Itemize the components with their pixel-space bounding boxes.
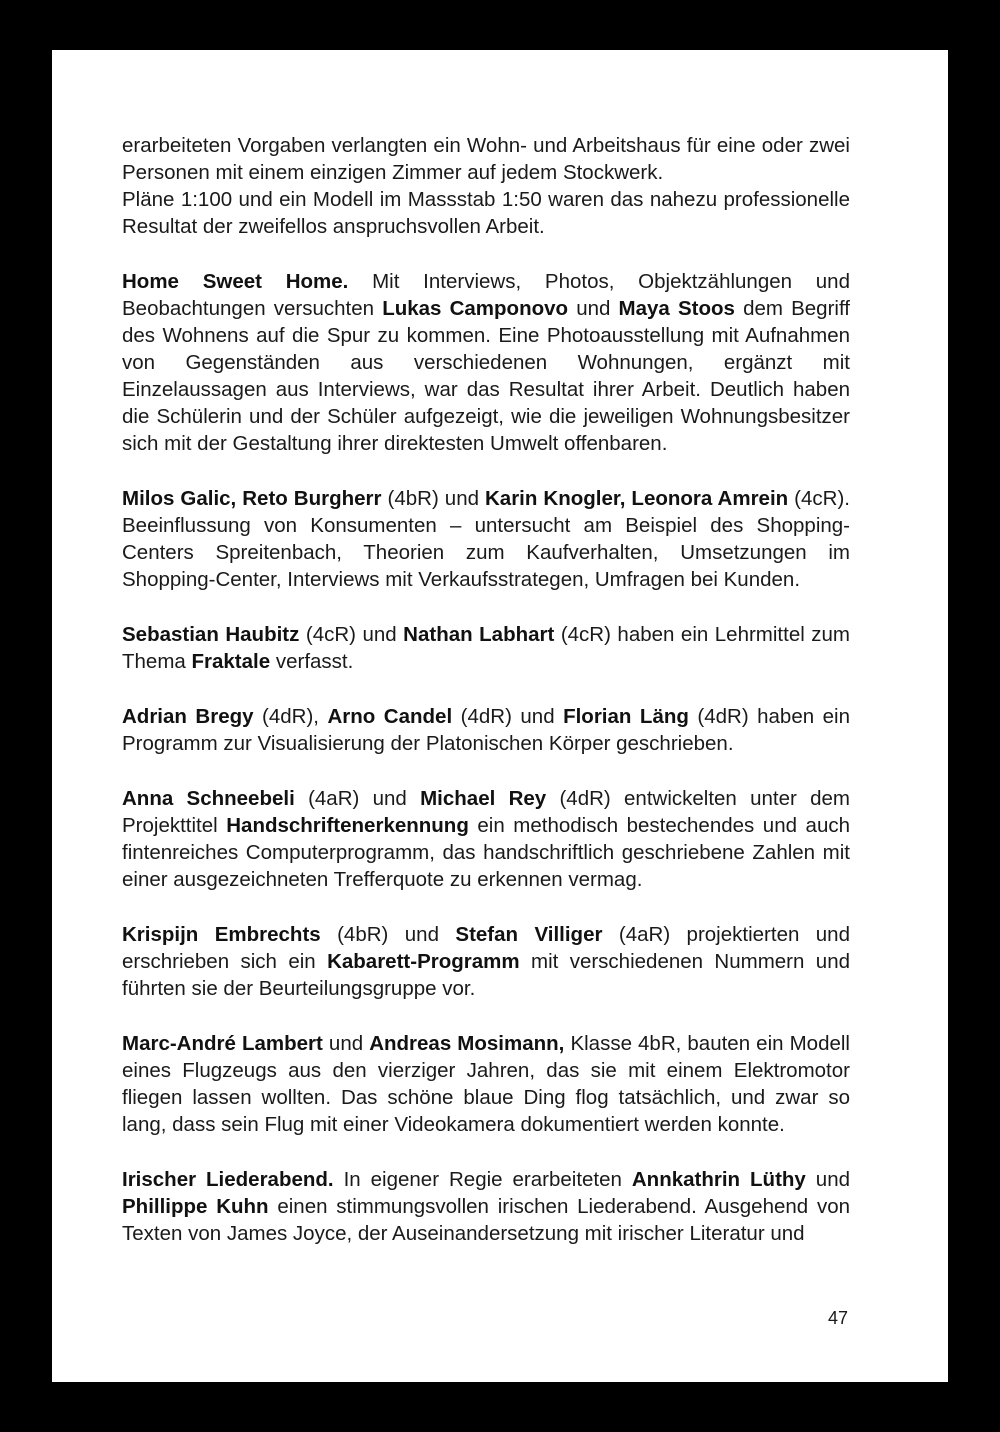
paragraph	[122, 921, 850, 1002]
bold-text: Maya Stoos	[618, 297, 735, 320]
bold-text: Marc-André Lambert	[122, 1032, 323, 1055]
text-run: (4aR) projektierten und erschrieben sich ein	[122, 923, 850, 973]
text-run: (4cR) und	[299, 623, 404, 646]
bold-text: Sebastian Haubitz	[122, 623, 300, 646]
bold-text: Michael Rey	[420, 787, 547, 810]
text-run: (4dR) haben ein Programm zur Visualisierung der Platonischen Körper geschrieben.	[122, 705, 850, 755]
text-run: dem Begriff des Wohnens auf die Spur zu kommen. Eine Photoausstellung mit Aufnahmen von Gegenständen aus verschiedenen Wohnungen, ergänzt mit Einzelaussagen aus Interviews, war das Resultat ihrer Arbeit. Deutlich haben die Schülerin und der Schüler aufgezeigt, wie die jeweiligen Wohnungsbesitzer sich mit der Gestaltung ihrer direktesten Umwelt offenbaren.	[122, 297, 850, 455]
bold-text: Andreas Mosimann,	[369, 1032, 565, 1055]
bold-text: Handschriftenerkennung	[226, 814, 469, 837]
bold-text: Krispijn Embrechts	[122, 923, 321, 946]
paragraph	[122, 785, 850, 893]
bold-text: Kabarett-Programm	[327, 950, 520, 973]
text-run: (4bR) und	[320, 923, 456, 946]
text-run: (4dR) entwickelten unter dem Projekttitel	[122, 787, 850, 837]
body-text	[122, 132, 850, 1275]
paragraph	[122, 1030, 850, 1138]
document-page	[52, 50, 948, 1382]
paragraph	[122, 621, 850, 675]
paragraph	[122, 1166, 850, 1247]
text-run: einen stimmungsvollen irischen Liederabend. Ausgehend von Texten von James Joyce, der Auseinandersetzung mit irischer Literatur und	[122, 1195, 850, 1245]
bold-text: Irischer Liederabend.	[122, 1168, 334, 1191]
text-run: (4bR) und	[381, 487, 485, 510]
bold-text: Karin Knogler, Leonora Amrein	[485, 487, 789, 510]
text-run: In eigener Regie erarbeiteten	[333, 1168, 632, 1191]
bold-text: Lukas Camponovo	[382, 297, 569, 320]
paragraph	[122, 485, 850, 593]
text-run: verfasst.	[270, 650, 354, 673]
paragraph	[122, 268, 850, 457]
text-run: ein methodisch bestechendes und auch fintenreiches Computerprogramm, das handschriftlich geschriebene Zahlen mit einer ausgezeichneten Trefferquote zu erkennen vermag.	[122, 814, 850, 891]
text-run: (4aR) und	[294, 787, 421, 810]
text-run: und	[322, 1032, 370, 1055]
text-run: Pläne 1:100 und ein Modell im Massstab 1:50 waren das nahezu professionelle Resultat der zweifellos anspruchsvollen Arbeit.	[122, 188, 850, 238]
text-run: Mit Interviews, Photos, Objektzählungen und Beobachtungen versuchten	[122, 270, 850, 320]
page-number: 47	[827, 1308, 848, 1328]
text-run: (4dR) und	[452, 705, 564, 728]
paragraph	[122, 132, 850, 240]
text-run: und	[805, 1168, 850, 1191]
text-run: mit verschiedenen Nummern und führten sie der Beurteilungsgruppe vor.	[122, 950, 850, 1000]
text-run: Klasse 4bR, bauten ein Modell eines Flugzeugs aus den vierziger Jahren, das sie mit einem Elektromotor fliegen lassen wollten. Das schöne blaue Ding flog tatsächlich, und zwar so lang, dass sein Flug mit einer Videokamera dokumentiert werden konnte.	[122, 1032, 850, 1136]
text-run: und	[568, 297, 619, 320]
bold-text: Annkathrin Lüthy	[631, 1168, 806, 1191]
text-run: (4cR) haben ein Lehrmittel zum Thema	[122, 623, 851, 673]
text-run: (4dR),	[253, 705, 328, 728]
bold-text: Fraktale	[191, 650, 271, 673]
paragraph	[122, 703, 850, 757]
bold-text: Milos Galic, Reto Burgherr	[122, 487, 382, 510]
bold-text: Florian Läng	[563, 705, 689, 728]
text-run: erarbeiteten Vorgaben verlangten ein Wohn- und Arbeitshaus für eine oder zwei Personen mit einem einzigen Zimmer auf jedem Stockwerk.	[122, 134, 850, 184]
bold-text: Phillippe Kuhn	[122, 1195, 269, 1218]
bold-text: Nathan Labhart	[403, 623, 555, 646]
bold-text: Adrian Bregy	[122, 705, 254, 728]
text-run: (4cR). Beeinflussung von Konsumenten – untersucht am Beispiel des Shopping-Centers Spreitenbach, Theorien zum Kaufverhalten, Umsetzungen im Shopping-Center, Interviews mit Verkaufsstrategen, Umfragen bei Kunden.	[122, 487, 850, 591]
bold-text: Anna Schneebeli	[122, 787, 295, 810]
bold-text: Arno Candel	[327, 705, 453, 728]
bold-text: Home Sweet Home.	[122, 270, 349, 293]
bold-text: Stefan Villiger	[455, 923, 603, 946]
